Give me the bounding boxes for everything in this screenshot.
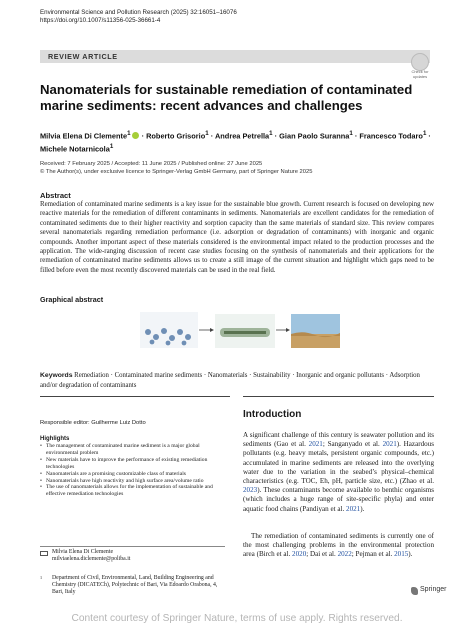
citation-link[interactable]: 2022 (337, 550, 352, 559)
email-link[interactable]: milviaelena.diclemente@poliba.it (52, 556, 131, 563)
orcid-icon[interactable] (132, 132, 139, 139)
sediment-layer (291, 334, 340, 348)
citation-link[interactable]: 2023 (243, 486, 258, 495)
column-rule (243, 396, 434, 397)
journal-header (40, 9, 237, 25)
envelope-icon (40, 551, 48, 556)
affiliation: Department of Civil, Environmental, Land, Building Engineering and Chemistry (DICATECh), Polytechnic of Bari, Via Edoardo Orabona, 4, Bari, Italy (52, 575, 218, 596)
citation-link[interactable]: 2020 (292, 550, 307, 559)
correspondence (52, 549, 130, 563)
author-name[interactable]: · Andrea Petrella (208, 131, 270, 141)
publication-dates (40, 160, 312, 176)
keywords-label: Keywords (40, 372, 73, 379)
dates-line: Received: 7 February 2025 / Accepted: 11 June 2025 / Published online: 27 June 2025 (40, 161, 263, 167)
arrow-head (210, 328, 214, 332)
citation-link[interactable]: 2021 (308, 440, 323, 449)
journal-citation: Environmental Science and Pollution Research (2025) 32:16051–16076 (40, 9, 237, 16)
intro-paragraph: A significant challenge of this century is seawater pollution and its sediments (Gao et al. 2021; Sanganyado et al. 2021). Hazardous pollutants (e.g. heavy metals, persistent organic compounds, etc.) accumulated in marine sediments are released into the overlying water due to the variation in the seabed’s physical–chemical characteristics (e.g. TOC, Eh, pH, particle size, etc.) (Zhao et al. 2023). These contaminants become available to benthic organisms (which includes a huge range of site-specific phyla) and enter aquatic food chains (Pandiyan et al. 2021). (243, 431, 434, 513)
highlights-list (40, 443, 220, 498)
highlights-heading: Highlights (40, 436, 70, 442)
author-name[interactable]: · Gian Paolo Suranna (272, 131, 350, 141)
footnote-divider (40, 546, 225, 547)
introduction-heading: Introduction (243, 409, 302, 420)
highlight-item: • Nanomaterials have high reactivity and high surface area/volume ratio (40, 478, 220, 485)
highlight-item: • Nanomaterials are a promising customizable class of materials (40, 471, 220, 478)
abstract-heading: Abstract (40, 191, 71, 200)
author-name[interactable]: · Roberto Grisorio (139, 131, 206, 141)
check-for-updates-label[interactable]: Check for updates (411, 69, 429, 79)
author-name[interactable]: Milvia Elena Di Clemente (40, 131, 128, 141)
abstract-text: Remediation of contaminated marine sediments is a key issue for the sustainable blue growth. Current research is focused on developing new reactive materials for the remediation of different contaminants in sediments. Nanomaterials are excellent candidates for the remediation of contaminated sediments due to their higher reactivity and sorption capacity than the same materials of standard size. This review compares several nanomaterials regarding remediation performance (i.e. adsorption or degradation of contaminants) with inorganic and organic compounds. Another important aspect of these materials considered is the environmental impact related to the production processes and the application. The wide-ranging discussion of recent case studies focusing on the synthesis of nanomaterials and their applications for the remediation of contaminated marine sediments allows us to create a still image of the current situation and highlight which gaps need to be filled before even the most recently discovered materials can be used in the real field. (40, 201, 434, 274)
arrow-head (286, 328, 290, 332)
article-type: REVIEW ARTICLE (48, 52, 118, 61)
graphical-abstract-image (140, 310, 340, 352)
citation-link[interactable]: 2021 (346, 504, 361, 513)
corresponding-author: Milvia Elena Di Clemente (52, 549, 114, 555)
springer-horse-icon (411, 587, 418, 595)
doi-link[interactable]: https://doi.org/10.1007/s11356-025-36661-4 (40, 17, 161, 24)
author-name[interactable]: · Francesco Todaro (352, 131, 423, 141)
column-rule (40, 396, 230, 397)
highlight-item: • New materials have to improve the performance of existing remediation technologies (40, 457, 220, 471)
intro-paragraph: The remediation of contaminated sediments is currently one of the most challenging problems in the environmental protection area (Birch et al. 2020; Dai et al. 2022; Pejman et al. 2015). (243, 532, 434, 559)
citation-link[interactable]: 2015 (394, 550, 409, 559)
responsible-editor: Responsible editor: Guilherme Luiz Dotto (40, 420, 146, 426)
keywords (40, 371, 434, 390)
highlight-item: • The management of contaminated marine sediment is a major global environmental problem (40, 443, 220, 457)
copyright-line: © The Author(s), under exclusive licence to Springer-Verlag GmbH Germany, part of Springer Nature 2025 (40, 169, 313, 176)
affiliation-number: 1 (40, 575, 43, 580)
publisher-logo: Springer (420, 586, 447, 593)
author-list: Milvia Elena Di Clemente$^1$ · Roberto Grisorio$^1$ · Andrea Petrella$^1$ · Gian Paolo Suranna$^1$ · Francesco Todaro$^1$ · Michele Notarnicola$^1$ (40, 130, 431, 154)
article-title: Nanomaterials for sustainable remediation of contaminated marine sediments: recent advances and challenges (40, 82, 413, 113)
seawater-layer (291, 314, 340, 334)
reactor-core (224, 331, 266, 334)
graphical-abstract-heading: Graphical abstract (40, 295, 104, 304)
author-name[interactable]: Michele Notarnicola (40, 144, 110, 154)
keywords-list: Remediation · Contaminated marine sediments · Nanomaterials · Sustainability · Inorganic and organic pollutants · Adsorption and/or degradation of contaminants (40, 372, 420, 389)
highlight-item: • The use of nanomaterials allows for the implementation of sustainable and effective remediation technologies (40, 484, 220, 498)
citation-link[interactable]: 2021 (382, 440, 397, 449)
content-courtesy-footer: Content courtesy of Springer Nature, terms of use apply. Rights reserved. (71, 613, 403, 624)
